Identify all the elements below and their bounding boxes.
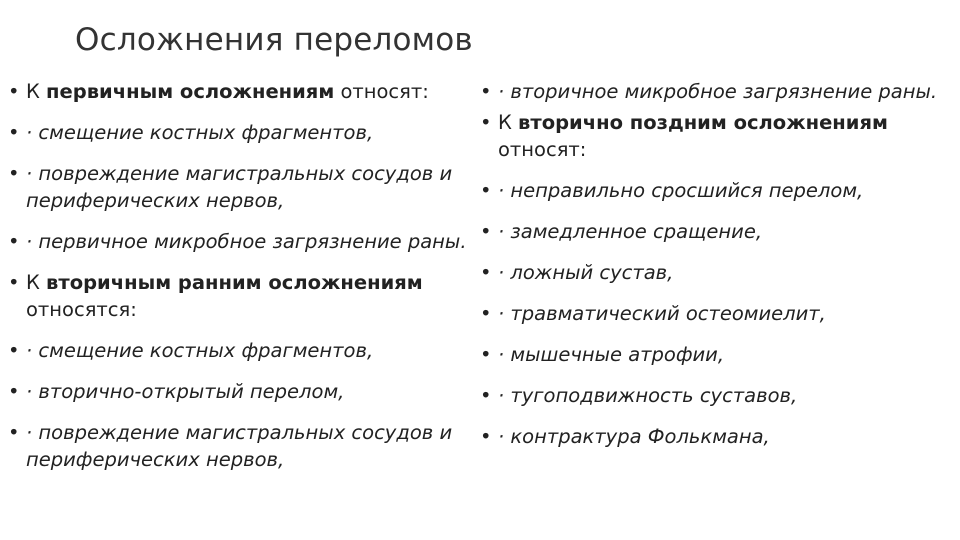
list-item — [480, 259, 955, 286]
bullet: • — [8, 230, 20, 253]
list-item — [8, 228, 478, 255]
item-text: · смещение костных фрагментов, — [26, 121, 374, 144]
item-text: · повреждение магистральных сосудов и периферических нервов, — [26, 162, 453, 212]
list-item — [480, 341, 955, 368]
item-text: · смещение костных фрагментов, — [26, 339, 374, 362]
item-text: относятся: — [26, 298, 137, 321]
list-item — [8, 160, 478, 214]
item-bold-text: вторично поздним осложнениям — [518, 111, 888, 134]
bullet: • — [8, 421, 20, 444]
bullet: • — [480, 302, 492, 325]
list-item — [8, 378, 478, 405]
bullet: • — [8, 271, 20, 294]
item-text: относят: — [334, 80, 429, 103]
list-item — [480, 423, 955, 450]
list-item — [480, 177, 955, 204]
item-text: · замедленное сращение, — [498, 220, 763, 243]
bullet: • — [480, 261, 492, 284]
item-text: · тугоподвижность суставов, — [498, 384, 798, 407]
item-text: · травматический остеомиелит, — [498, 302, 826, 325]
item-text: · вторично-открытый перелом, — [26, 380, 345, 403]
item-text: К — [26, 80, 47, 103]
bullet: • — [8, 80, 20, 103]
bullet: • — [8, 380, 20, 403]
item-text: К — [26, 271, 47, 294]
item-text: · ложный сустав, — [498, 261, 674, 284]
item-text: · повреждение магистральных сосудов и периферических нервов, — [26, 421, 453, 471]
item-text: · мышечные атрофии, — [498, 343, 725, 366]
item-text: К — [498, 111, 519, 134]
list-item — [8, 419, 478, 473]
bullet: • — [480, 220, 492, 243]
right-column — [480, 78, 955, 464]
item-text: · первичное микробное загрязнение раны. — [26, 230, 467, 253]
item-text: · вторичное микробное загрязнение раны. — [498, 80, 938, 103]
item-bold-text: первичным осложнениям — [46, 80, 335, 103]
slide-title: Осложнения переломов — [75, 22, 473, 58]
bullet: • — [480, 384, 492, 407]
bullet: • — [8, 162, 20, 185]
bullet: • — [480, 343, 492, 366]
list-item — [480, 300, 955, 327]
item-bold-text: вторичным ранним осложнениям — [46, 271, 423, 294]
list-item — [480, 218, 955, 245]
bullet: • — [480, 111, 492, 134]
bullet: • — [480, 179, 492, 202]
bullet: • — [8, 121, 20, 144]
list-item — [8, 337, 478, 364]
list-item — [8, 119, 478, 146]
item-text: относят: — [498, 138, 587, 161]
list-item — [480, 78, 955, 105]
bullet: • — [480, 80, 492, 103]
list-item — [480, 382, 955, 409]
item-text: · неправильно сросшийся перелом, — [498, 179, 864, 202]
list-item — [8, 78, 478, 105]
item-text: · контрактура Фолькмана, — [498, 425, 770, 448]
bullet: • — [8, 339, 20, 362]
list-item — [8, 269, 478, 323]
left-column — [8, 78, 478, 487]
list-item — [480, 109, 955, 163]
bullet: • — [480, 425, 492, 448]
